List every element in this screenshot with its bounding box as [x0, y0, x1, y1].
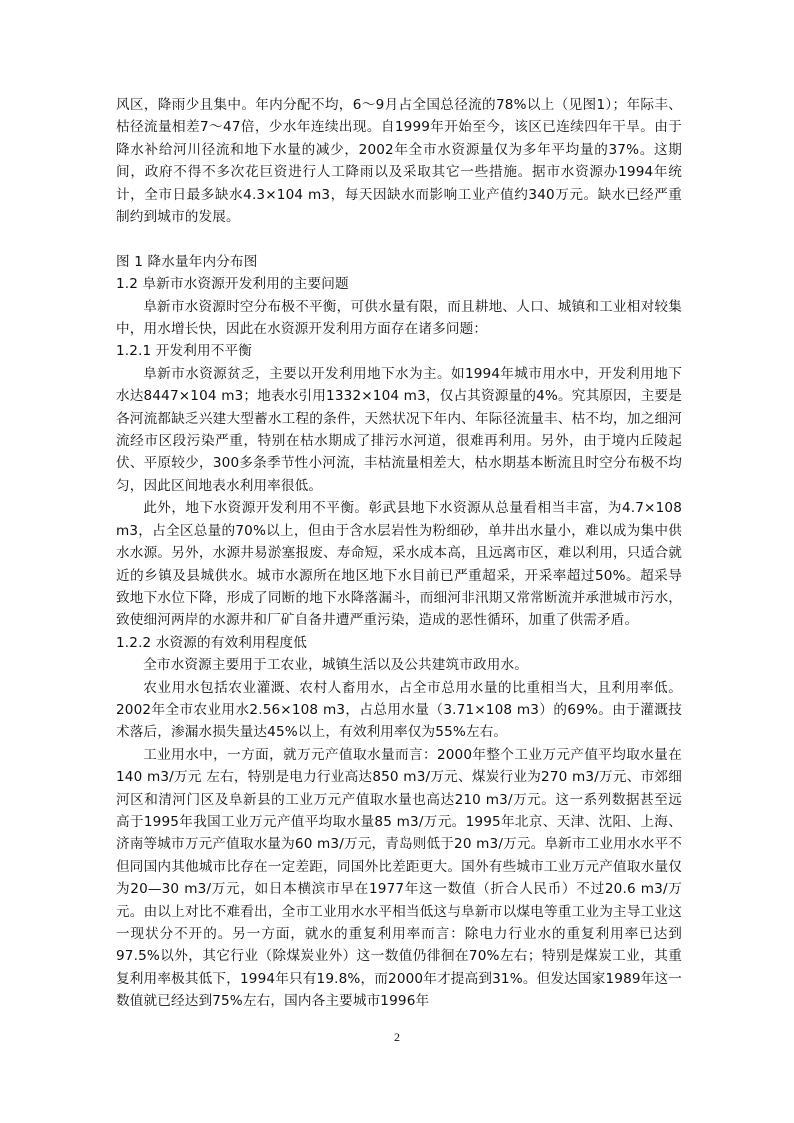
paragraph: 阜新市水资源贫乏，主要以开发利用地下水为主。如1994年城市用水中，开发利用地下水达8447×104 m3；地表水引用1332×104 m3，仅占其资源量的4%。究其原因，主要是各河流都缺乏兴建大型蓄水工程的条件，天然状况下年内、年际径流量丰、枯不均，加之细河流经市区段污染严重，特别在枯水期成了排污水河道，很难再利用。另外，由于境内丘陵起伏、平原较少，300多条季节性小河流，丰枯流量相差大，枯水期基本断流且时空分布极不均匀，因此区间地表水利用率很低。: [116, 365, 682, 494]
paragraph: 工业用水中，一方面，就万元产值取水量而言：2000年整个工业万元产值平均取水量在140 m3/万元 左右，特别是电力行业高达850 m3/万元、煤炭行业为270 m3/万元、市郊细河区和清河门区及阜新县的工业万元产值取水量也高达210 m3/万元。这一系列数据甚至远高于1995年我国工业万元产值平均取水量85 m3/万元。1995年北京、天津、沈阳、上海、济南等城市万元产值取水量为60 m3/万元，青岛则低于20 m3/万元。阜新市工业用水水平不但同国内其他城市比存在一定差距，同国外比差距更大。国外有些城市工业万元产值取水量仅为20—30 m3/万元，如日本横滨市早在1977年这一数值（折合人民币）不过20.6 m3/万元。由以上对比不难看出，全市工业用水水平相当低这与阜新市以煤电等重工业为主导工业这一现状分不开的。另一方面，就水的重复利用率而言：除电力行业水的重复利用率已达到97.5%以外，其它行业（除煤炭业外）这一数值仍徘徊在70%左右；特别是煤炭工业，其重复利用率极其低下，1994年只有19.8%，而2000年才提高到31%。但发达国家1989年这一数值就已经达到75%左右，国内各主要城市1996年: [116, 746, 682, 1010]
paragraph: 阜新市水资源时空分布极不平衡，可供水量有限，而且耕地、人口、城镇和工业相对较集中，用水增长快，因此在水资源开发利用方面存在诸多问题：: [116, 298, 682, 338]
figure-placeholder: [116, 228, 682, 250]
section-heading-1-2-2: 1.2.2 水资源的有效利用程度低: [116, 634, 307, 651]
paragraph: 全市水资源主要用于工农业，城镇生活以及公共建筑市政用水。: [143, 657, 529, 674]
paragraph: 农业用水包括农业灌溉、农村人畜用水，占全市总用水量的比重相当大，且利用率低。2002年全市农业用水2.56×108 m3，占总用水量（3.71×108 m3）的69%。由于灌溉技术落后，渗漏水损失量达45%以上，有效利用率仅为55%左右。: [116, 679, 682, 741]
section-heading-1-2-1: 1.2.1 开发利用不平衡: [116, 343, 253, 360]
paragraph: 此外，地下水资源开发利用不平衡。彰武县地下水资源从总量看相当丰富，为4.7×108 m3，占全区总量的70%以上，但由于含水层岩性为粉细砂，单井出水量小，难以成为集中供水水源。另外，水源井易淤塞报废、寿命短，采水成本高，且远离市区，难以利用，只适合就近的乡镇及县城供水。城市水源所在地区地下水目前已严重超采，开采率超过50%。超采导致地下水位下降，形成了同断的地下水降落漏斗，而细河非汛期又常常断流并承泄城市污水，致使细河两岸的水源井和厂矿自备井遭严重污染，造成的恶性循环，加重了供需矛盾。: [116, 500, 682, 629]
figure-caption: 图 1 降水量年内分布图: [116, 253, 258, 270]
section-heading-1-2: 1.2 阜新市水资源开发利用的主要问题: [116, 276, 349, 293]
page-number: 2: [394, 1030, 400, 1044]
paragraph: 风区，降雨少且集中。年内分配不均，6～9月占全国总径流的78%以上（见图1）；年际丰、枯径流量相差7～47倍，少水年连续出现。自1999年开始至今，该区已连续四年干旱。由于降水补给河川径流和地下水量的减少，2002年全市水资源量仅为多年平均量的37%。这期间，政府不得不多次花巨资进行人工降雨以及采取其它一些措施。据市水资源办1994年统计，全市日最多缺水4.3×104 m3，每天因缺水而影响工业产值约340万元。缺水已经严重制约到城市的发展。: [116, 97, 682, 226]
body-text: [116, 94, 682, 1013]
